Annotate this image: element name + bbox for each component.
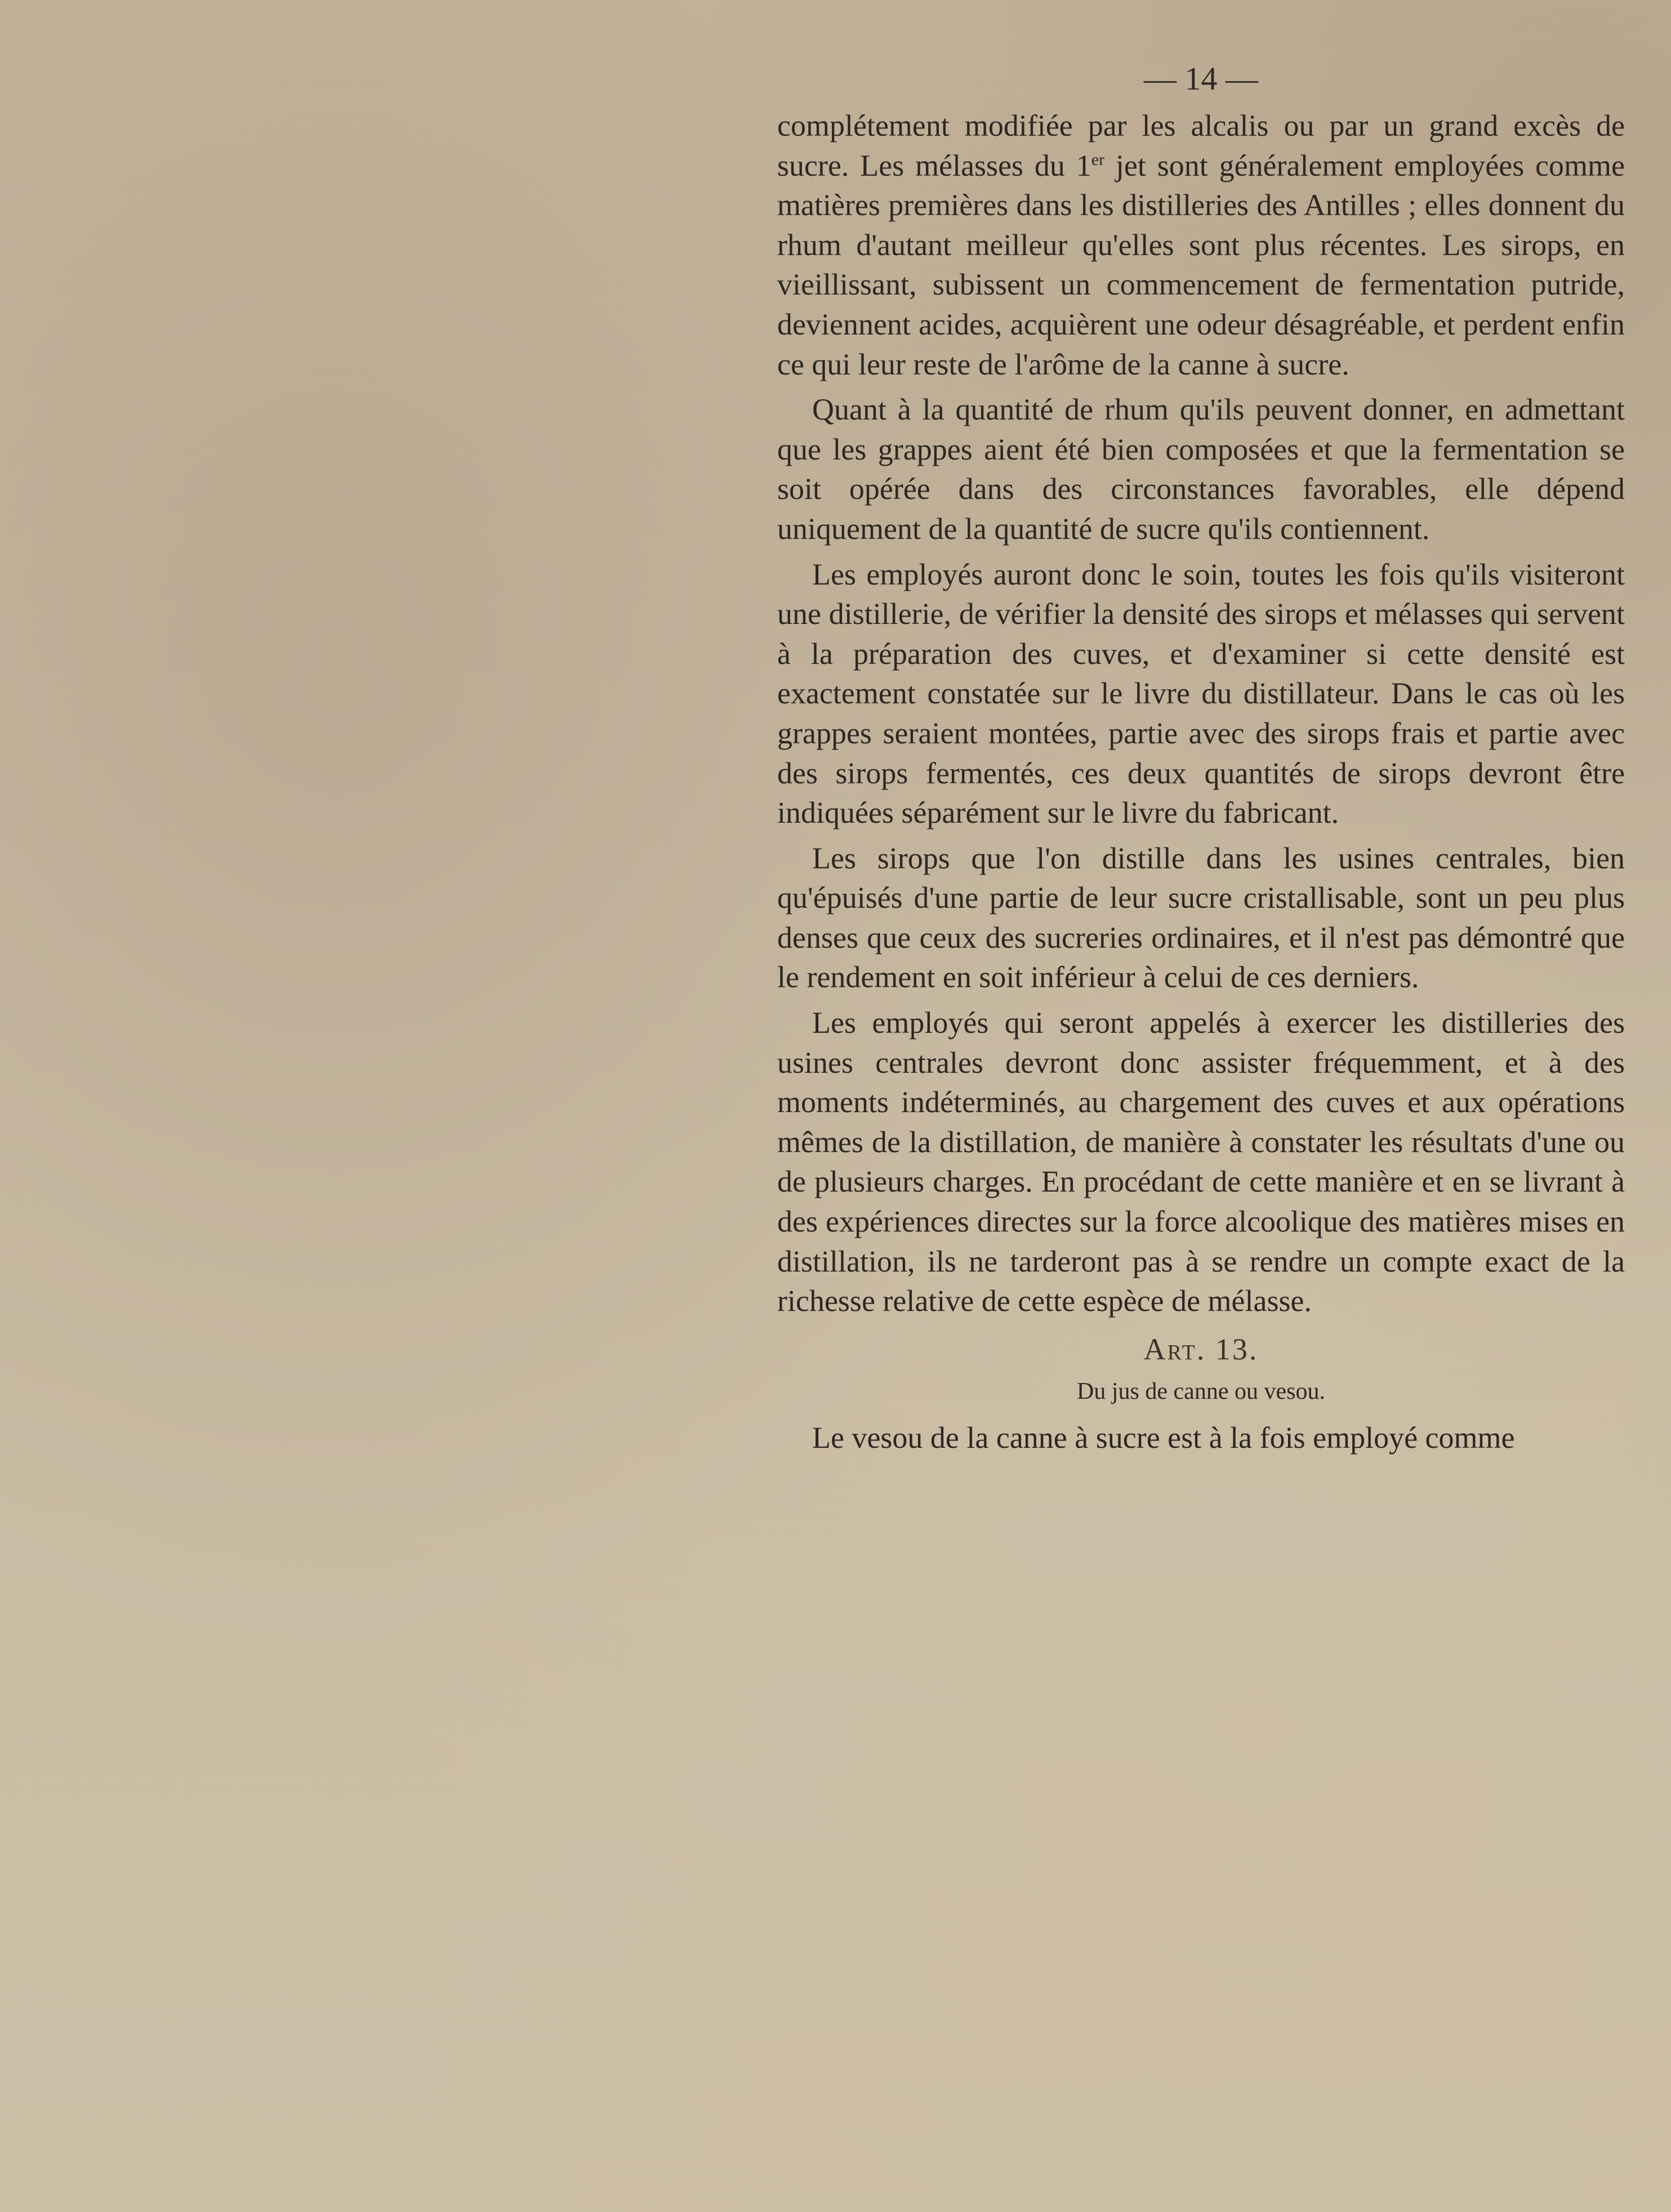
- article-title: Art. 13.: [1143, 1332, 1259, 1366]
- paragraph-2: Quant à la quantité de rhum qu'ils peuvent donner, en admettant que les grappes aient été bien composées et que la fermentation se soit opérée dans des circonstances favorables, elle dépend uniquement de la quantité de sucre qu'ils contiennent.: [777, 393, 1625, 546]
- superscript-er: er: [1091, 150, 1105, 169]
- text-column: [777, 56, 1625, 1463]
- paragraph-3: Les employés auront donc le soin, toutes les fois qu'ils visiteront une distillerie, de vérifier la densité des sirops et mélasses qui servent à la préparation des cuves, et d'examiner si cette densité est exactement constatée sur le livre du distillateur. Dans le cas où les grappes seraient montées, partie avec des sirops frais et partie avec des sirops fermentés, ces deux quantités de sirops devront être indiquées séparément sur le livre du fabricant.: [777, 557, 1625, 830]
- paragraph-4: Les sirops que l'on distille dans les usines centrales, bien qu'épuisés d'une partie de leur sucre cristallisable, sont un peu plus denses que ceux des sucreries ordinaires, et il n'est pas démontré que le rendement en soit inférieur à celui de ces derniers.: [777, 841, 1625, 994]
- paragraph-1: [777, 106, 1625, 384]
- paragraph-1-part-b: jet sont généralement employées comme matières premières dans les distilleries des Antilles ; elles donnent du rhum d'autant meilleur qu'elles sont plus récentes. Les sirops, en vieillissant, subissent un commencement de fermentation putride, deviennent acides, acquièrent une odeur désagréable, et perdent enfin ce qui leur reste de l'arôme de la canne à sucre.: [777, 148, 1625, 381]
- paragraph-1-part-a: complétement modifiée par les alcalis ou par un grand excès de sucre. Les mélasses du 1: [777, 109, 1625, 182]
- paragraph-5: Les employés qui seront appelés à exercer les distilleries des usines centrales devront donc assister fréquemment, et à des moments indéterminés, au chargement des cuves et aux opérations mêmes de la distillation, de manière à constater les résultats d'une ou de plusieurs charges. En procédant de cette manière et en se livrant à des expériences directes sur la force alcoolique des matières mises en distillation, ils ne tarderont pas à se rendre un compte exact de la richesse relative de cette espèce de mélasse.: [777, 1006, 1625, 1318]
- page-number: — 14 —: [1144, 60, 1258, 97]
- paragraph-6: Le vesou de la canne à sucre est à la fois employé comme: [812, 1420, 1515, 1455]
- article-subtitle: Du jus de canne ou vesou.: [1077, 1378, 1325, 1404]
